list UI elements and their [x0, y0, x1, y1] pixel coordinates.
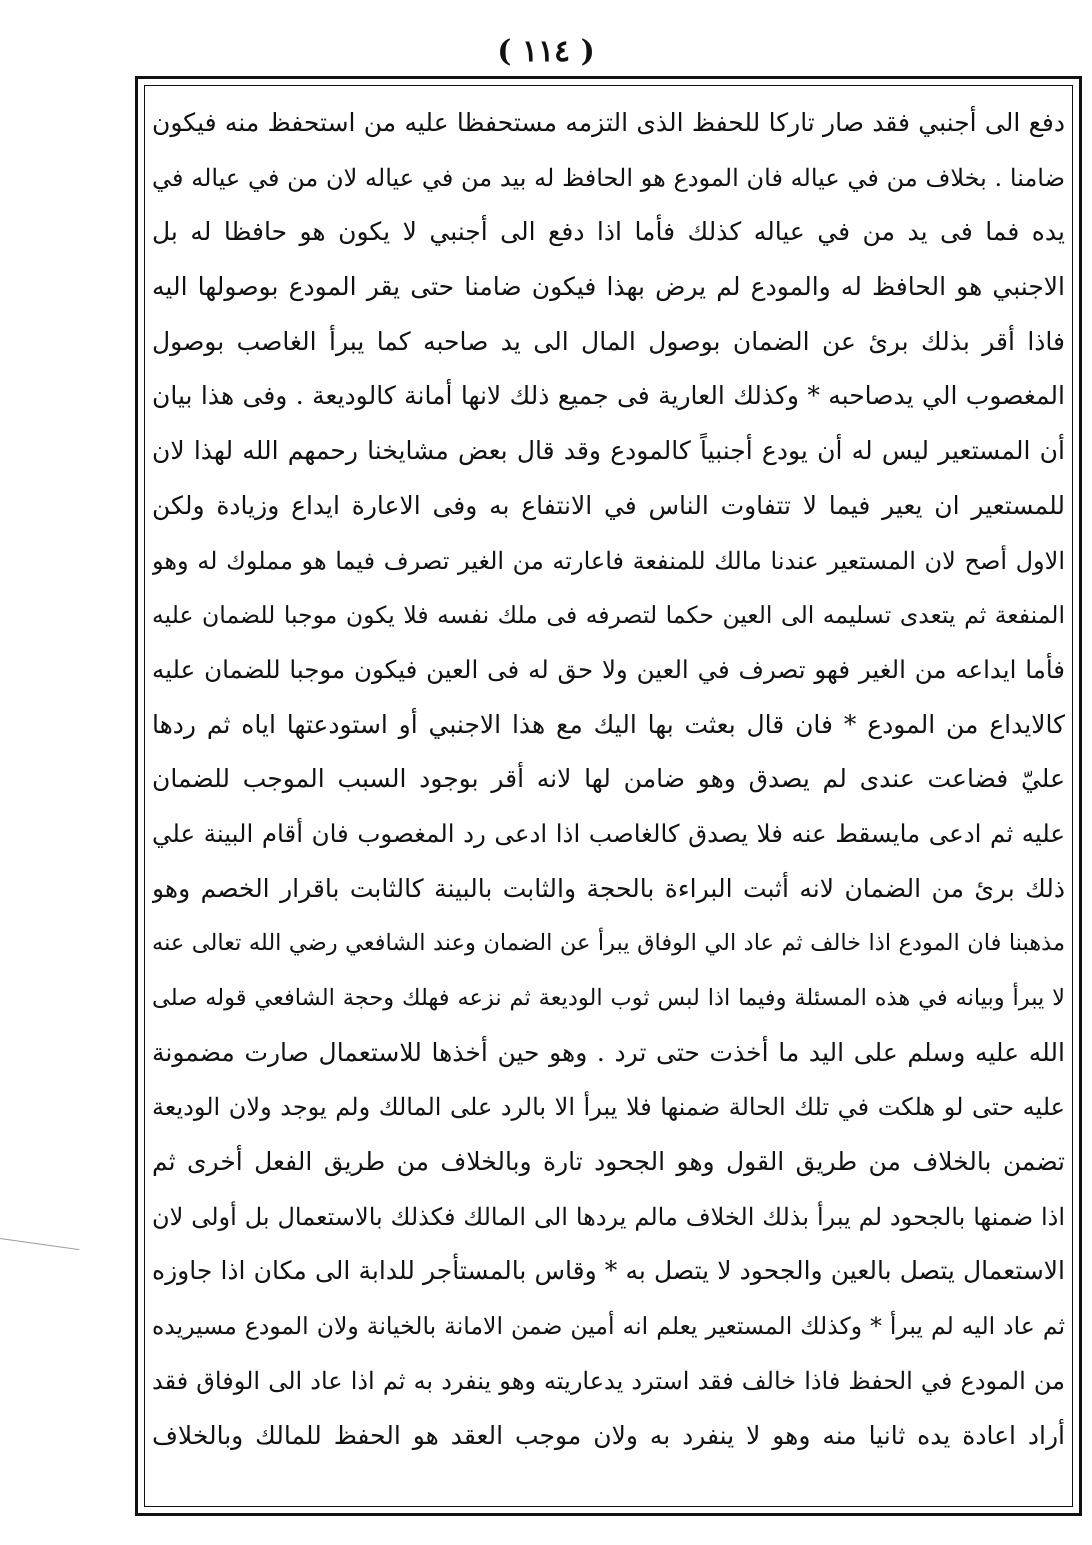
text-line: ذلك برئ من الضمان لانه أثبت البراءة بالحجة والثابت بالبينة كالثابت باقرار الخصم وهو: [152, 873, 1065, 903]
text-line: يده فما فى يد من في عياله كذلك فأما اذا دفع الى أجنبي لا يكون هو حافظا له بل: [152, 217, 1065, 247]
text-line: عليه حتى لو هلكت في تلك الحالة ضمنها فلا يبرأ الا بالرد على المالك ولم يوجد ولان الوديعة: [152, 1093, 1065, 1122]
text-line: المنفعة ثم يتعدى تسليمه الى العين حكما لتصرفه فى ملك نفسه فلا يكون موجبا للضمان عليه: [152, 601, 1065, 630]
text-line: الاول أصح لان المستعير عندنا مالك للمنفعة فاعارته من الغير تصرف فيما هو مملوك له وهو: [152, 546, 1065, 575]
text-line: أراد اعادة يده ثانيا منه وهو لا ينفرد به ولان موجب العقد هو الحفظ للمالك وبالخلاف: [152, 1420, 1065, 1450]
body-text: [152, 96, 1065, 1463]
text-line: ثم عاد اليه لم يبرأ * وكذلك المستعير يعلم انه أمين ضمن الامانة بالخيانة ولان المودع مسيريده: [152, 1312, 1065, 1341]
page-number: ( ١١٤ ): [497, 34, 595, 69]
text-line: فاذا أقر بذلك برئ عن الضمان بوصول المال الى يد صاحبه كما يبرأ الغاصب بوصول: [152, 326, 1065, 356]
text-line: من المودع في الحفظ فاذا خالف فقد استرد يدعاريته وهو ينفرد به ثم اذا عاد الى الوفاق فقد: [152, 1366, 1065, 1395]
text-line: عليه ثم ادعى مايسقط عنه فلا يصدق كالغاصب اذا ادعى رد المغصوب فان أقام البينة علي: [152, 818, 1065, 848]
text-line: تضمن بالخلاف من طريق القول وهو الجحود تارة وبالخلاف من طريق الفعل أخرى ثم: [152, 1147, 1065, 1177]
text-line: مذهبنا فان المودع اذا خالف ثم عاد الي الوفاق يبرأ عن الضمان وعند الشافعي رضي الله تعالى عنه: [152, 930, 1065, 957]
text-line: كالايداع من المودع * فان قال بعثت بها اليك مع هذا الاجنبي أو استودعتها اياه ثم ردها: [152, 709, 1065, 739]
text-line: فأما ايداعه من الغير فهو تصرف في العين ولا حق له فى العين فيكون موجبا للضمان عليه: [152, 654, 1065, 684]
text-line: الله عليه وسلم على اليد ما أخذت حتى ترد . وهو حين أخذها للاستعمال صارت مضمونة: [152, 1037, 1065, 1067]
text-line: الاستعمال يتصل بالعين والجحود لا يتصل به * وقاس بالمستأجر للدابة الى مكان اذا جاوزه: [152, 1256, 1065, 1286]
text-line: الاجنبي هو الحافظ له والمودع لم يرض بهذا فيكون ضامنا حتى يقر المودع بوصولها اليه: [152, 272, 1065, 302]
text-line: أن المستعير ليس له أن يودع أجنبياً كالمودع وقد قال بعض مشايخنا رحمهم الله لهذا لان: [152, 436, 1065, 466]
text-line: ضامنا . بخلاف من في عياله فان المودع هو الحافظ له بيد من في عياله لان من في عياله في: [152, 163, 1065, 192]
text-line: عليّ فضاعت عندى لم يصدق وهو ضامن لها لانه أقر بوجود السبب الموجب للضمان: [152, 764, 1065, 794]
text-line: لا يبرأ وبيانه في هذه المسئلة وفيما اذا لبس ثوب الوديعة ثم نزعه فهلك وحجة الشافعي قوله صلى: [152, 985, 1065, 1011]
text-line: دفع الى أجنبي فقد صار تاركا للحفظ الذى التزمه مستحفظا عليه من استحفظ منه فيكون: [152, 108, 1065, 137]
text-line: للمستعير ان يعير فيما لا تتفاوت الناس في الانتفاع به وفى الاعارة ايداع وزيادة ولكن: [152, 490, 1065, 520]
text-line: المغصوب الي يدصاحبه * وكذلك العارية فى جميع ذلك لانها أمانة كالوديعة . وفى هذا بيان: [152, 381, 1065, 411]
text-line: اذا ضمنها بالجحود لم يبرأ بذلك الخلاف مالم يردها الى المالك فكذلك بالاستعمال بل أولى لان: [152, 1202, 1065, 1231]
scan-artifact-line: [0, 1238, 79, 1250]
